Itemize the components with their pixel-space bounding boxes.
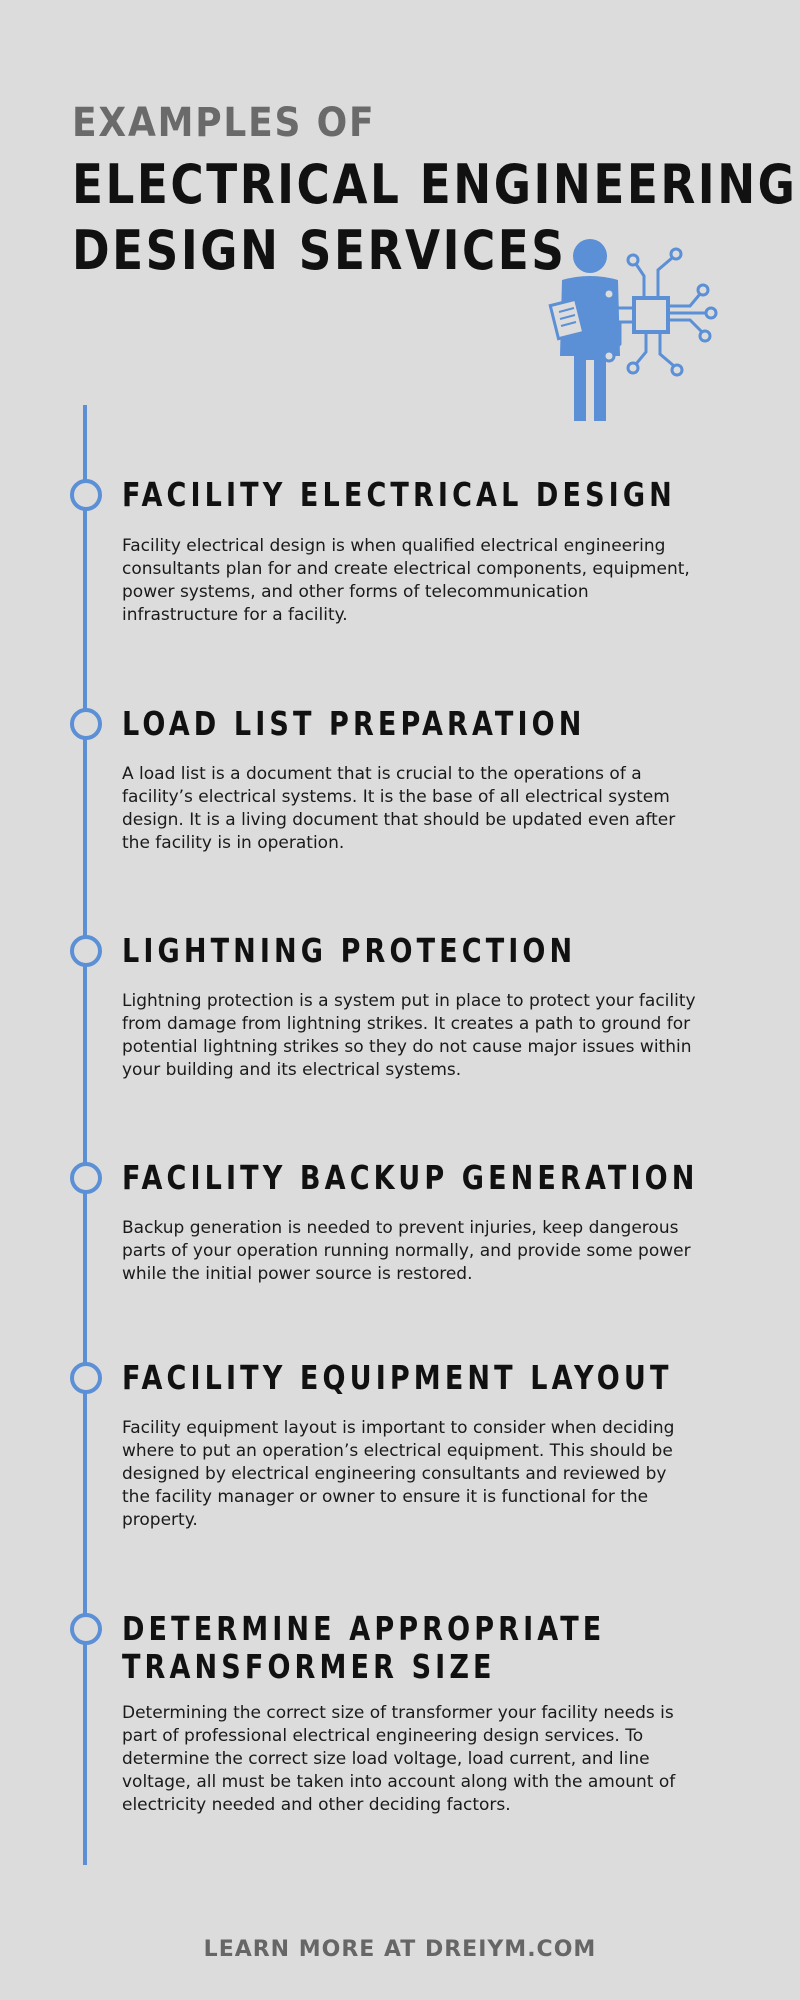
eyebrow-text: EXAMPLES OF — [72, 100, 376, 146]
timeline-node — [70, 1362, 102, 1394]
section-title-line: FACILITY EQUIPMENT LAYOUT — [122, 1358, 673, 1397]
section-title-line: FACILITY BACKUP GENERATION — [122, 1158, 699, 1197]
footer-link[interactable]: LEARN MORE AT DREIYM.COM — [203, 1937, 597, 1962]
timeline-node — [70, 479, 102, 511]
engineer-with-circuit-icon — [540, 236, 720, 426]
section-title-facility-backup-generation — [122, 1159, 698, 1197]
section-body: Determining the correct size of transformer your facility needs is part of professional electrical engineering design services. To determine the correct size load voltage, load current, and line voltage, all must be taken into account along with the amount of electricity needed and other deciding factors. — [122, 1703, 676, 1815]
timeline-node — [70, 1613, 102, 1645]
timeline-line — [83, 405, 87, 1865]
section-title-line: FACILITY ELECTRICAL DESIGN — [122, 475, 676, 514]
section-title-transformer-size — [122, 1610, 605, 1686]
page-title-line-2: DESIGN SERVICES — [72, 219, 567, 282]
section-body: Facility equipment layout is important to consider when deciding where to put an operation’s electrical equipment. This should be designed by electrical engineering consultants and reviewed by the facility manager or owner to ensure it is functional for the property. — [122, 1418, 675, 1530]
section-body: Backup generation is needed to prevent injuries, keep dangerous parts of your operation running normally, and provide some power while the initial power source is restored. — [122, 1218, 691, 1284]
section-title-lightning-protection — [122, 932, 576, 970]
timeline-node — [70, 708, 102, 740]
section-body: A load list is a document that is crucial to the operations of a facility’s electrical systems. It is the base of all electrical system design. It is a living document that should be updated even after the facility is in operation. — [122, 764, 676, 853]
timeline-node — [70, 1162, 102, 1194]
section-title-facility-electrical-design — [122, 476, 676, 514]
page-title-line-1: ELECTRICAL ENGINEERING — [72, 153, 798, 216]
section-title-line: DETERMINE APPROPRIATE — [122, 1609, 606, 1648]
section-title-line: LOAD LIST PREPARATION — [122, 704, 586, 743]
section-body: Lightning protection is a system put in place to protect your facility from damage from lightning strikes. It creates a path to ground for potential lightning strikes so they do not cause major issues within your building and its electrical systems. — [122, 991, 696, 1080]
section-body: Facility electrical design is when qualified electrical engineering consultants plan for and create electrical components, equipment, power systems, and other forms of telecommunication infrastructure for a facility. — [122, 536, 690, 625]
section-title-line: TRANSFORMER SIZE — [122, 1647, 496, 1686]
section-title-line: LIGHTNING PROTECTION — [122, 931, 577, 970]
section-title-load-list-preparation — [122, 705, 585, 743]
timeline-node — [70, 935, 102, 967]
section-title-facility-equipment-layout — [122, 1359, 673, 1397]
